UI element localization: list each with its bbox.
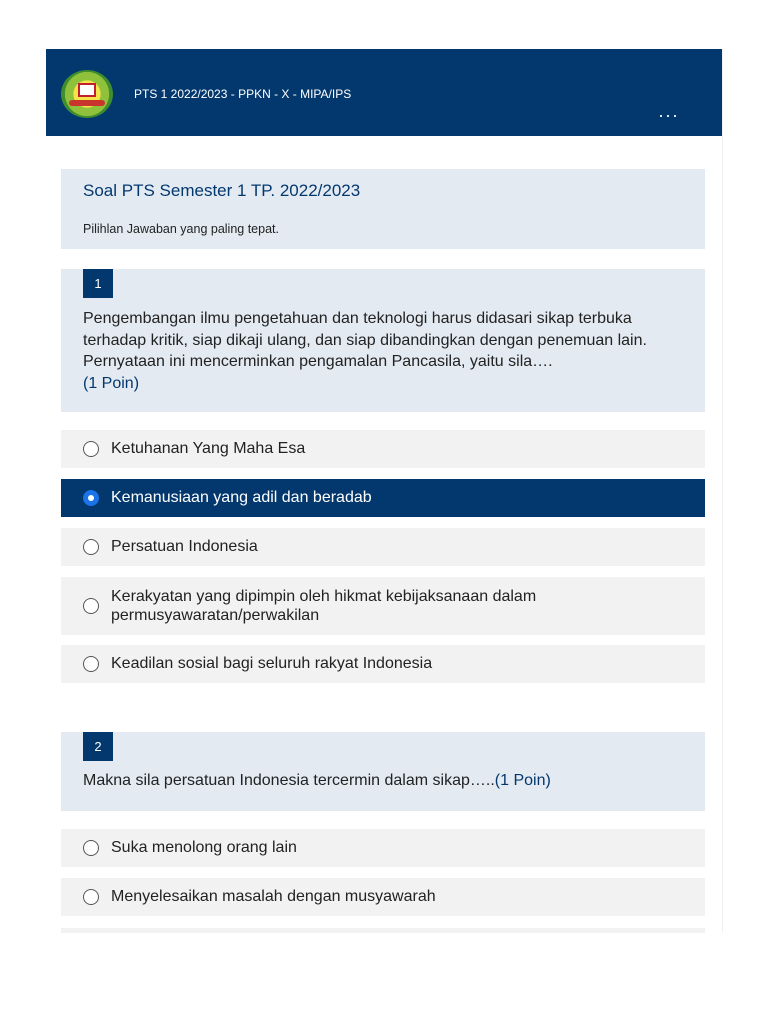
question-text [83, 308, 693, 394]
school-logo-icon [61, 70, 113, 118]
question-points: (1 Poin) [83, 374, 140, 392]
option-item[interactable] [61, 878, 705, 916]
option-label: Suka menolong orang lain [111, 839, 297, 856]
radio-button-icon[interactable] [83, 840, 99, 856]
option-item[interactable] [61, 577, 705, 635]
option-item[interactable] [61, 829, 705, 867]
question-card [61, 732, 705, 811]
radio-button-icon[interactable] [83, 656, 99, 672]
form-title: Soal PTS Semester 1 TP. 2022/2023 [83, 181, 361, 200]
option-label: Menyelesaikan masalah dengan musyawarah [111, 888, 436, 905]
option-label: Keadilan sosial bagi seluruh rakyat Indonesia [111, 655, 433, 672]
option-item[interactable] [61, 528, 705, 566]
radio-button-icon[interactable] [83, 539, 99, 555]
option-label: Kemanusiaan yang adil dan beradab [111, 489, 372, 506]
option-label: Ketuhanan Yang Maha Esa [111, 440, 306, 457]
option-item-selected[interactable] [61, 479, 705, 517]
option-item[interactable] [61, 645, 705, 683]
radio-button-icon[interactable] [83, 441, 99, 457]
form-header-title: PTS 1 2022/2023 - PPKN - X - MIPA/IPS [134, 87, 352, 101]
radio-button-icon[interactable] [83, 889, 99, 905]
question-body: Pengembangan ilmu pengetahuan dan teknologi harus didasari sikap terbuka terhadap kritik, siap dikaji ulang, dan siap dibandingkan dengan penemuan lain. Pernyataan ini mencerminkan pengamalan Pancasila, yaitu sila…. [83, 310, 647, 370]
question-number: 2 [83, 732, 113, 761]
more-options-icon[interactable]: ... [658, 101, 680, 121]
option-item-partial [61, 928, 705, 933]
question-text [83, 770, 693, 792]
form-page [46, 49, 723, 933]
option-label: Kerakyatan yang dipimpin oleh hikmat kebijaksanaan dalam permusyawaratan/perwakilan [111, 588, 537, 624]
question-number: 1 [83, 269, 113, 298]
option-item[interactable] [61, 430, 705, 468]
form-description: Pilihlan Jawaban yang paling tepat. [83, 222, 279, 236]
radio-button-selected-icon[interactable] [83, 490, 99, 506]
question-points: (1 Poin) [494, 772, 551, 789]
question-card [61, 269, 705, 412]
question-body: Makna sila persatuan Indonesia tercermin dalam sikap….. [83, 772, 495, 789]
form-header [46, 49, 722, 136]
radio-button-icon[interactable] [83, 598, 99, 614]
form-info-card [61, 169, 705, 249]
option-label: Persatuan Indonesia [111, 538, 258, 555]
